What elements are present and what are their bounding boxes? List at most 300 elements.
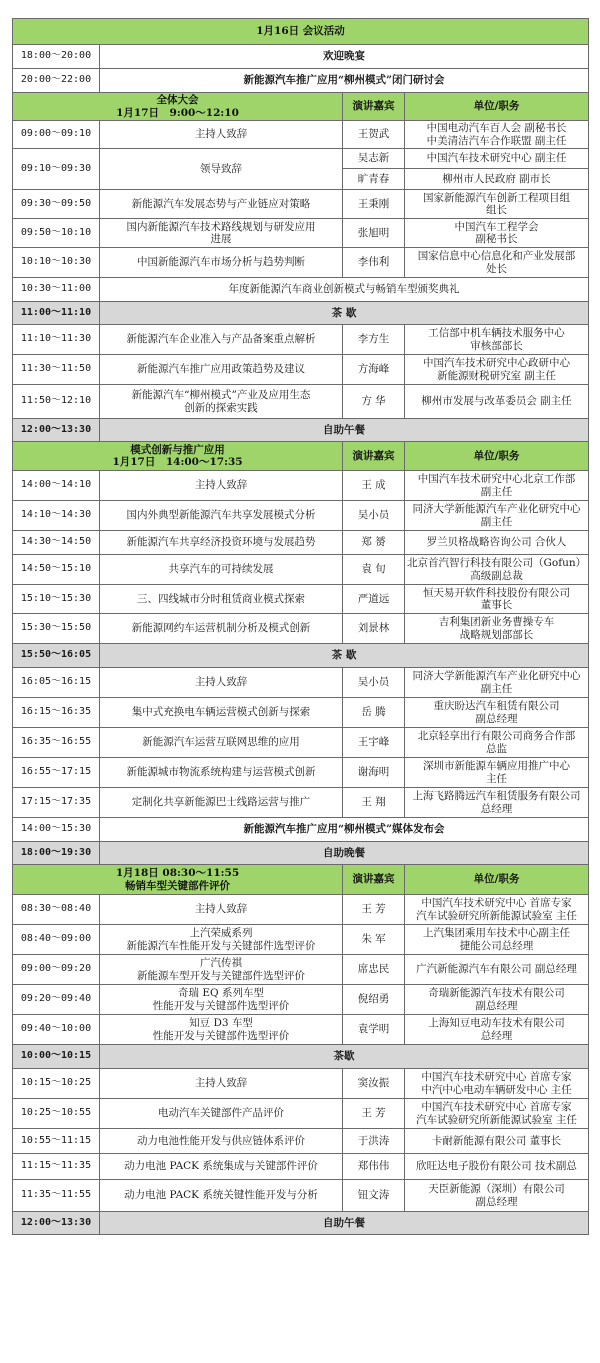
time-cell: [13, 501, 100, 531]
talk-row: [13, 531, 589, 555]
time-cell: [13, 219, 100, 248]
break-title: 自助晚餐: [323, 846, 365, 859]
session-title-line: 模式创新与推广应用: [130, 443, 225, 456]
break-row: [13, 419, 589, 442]
speaker-name: 王宇峰: [357, 736, 390, 749]
talk-row: [13, 1069, 589, 1099]
speaker-org: 中国汽车技术研究中心政研中心: [423, 357, 570, 369]
speaker-cell: [343, 121, 405, 149]
speaker-cell: [343, 149, 405, 169]
org-cell: [405, 219, 589, 248]
event-title-cell: [100, 818, 589, 842]
talk-topic: 广汽传祺: [200, 957, 242, 969]
speaker-header: 演讲嘉宾: [352, 449, 395, 462]
speaker-org: 副秘书长: [475, 233, 518, 245]
break-title-cell: [100, 644, 589, 668]
talk-time: 11:10～11:30: [20, 333, 92, 345]
talk-row: [13, 1129, 589, 1154]
talk-row: [13, 1099, 589, 1129]
speaker-org: 总经理: [480, 802, 513, 815]
speaker-org: 北京首汽智行科技有限公司（Gofun）: [407, 557, 587, 569]
time-cell: [13, 1015, 100, 1045]
time-cell: [13, 985, 100, 1015]
event-row: [13, 45, 589, 69]
speaker-cell: [343, 668, 405, 698]
time-cell: [13, 531, 100, 555]
session-title-cell: [13, 865, 343, 895]
schedule-body: [13, 19, 589, 1235]
speaker-org: 奇瑞新能源汽车技术有限公司: [428, 987, 565, 999]
speaker-cell: [343, 895, 405, 925]
event-time: 18:00～20:00: [20, 50, 92, 62]
org-cell: [405, 698, 589, 728]
org-cell: [405, 925, 589, 955]
time-cell: [13, 69, 100, 93]
talk-topic: 主持人致辞: [194, 128, 248, 141]
speaker-name: 朱 军: [361, 933, 386, 946]
speaker-org: 上海知豆电动车技术有限公司: [428, 1017, 565, 1029]
speaker-name: 旷青春: [357, 172, 390, 185]
talk-time: 11:50～12:10: [20, 395, 92, 407]
break-title-cell: [100, 1212, 589, 1235]
talk-topic: 性能开发与关键部件选型评价: [152, 1029, 290, 1042]
talk-row: [13, 219, 589, 248]
org-header: 单位/职务: [473, 873, 520, 886]
topic-cell: [100, 121, 343, 149]
speaker-cell: [343, 1069, 405, 1099]
org-cell: [405, 169, 589, 190]
org-cell: [405, 758, 589, 788]
org-cell: [405, 355, 589, 385]
speaker-org: 广汽新能源汽车有限公司 副总经理: [416, 963, 577, 976]
talk-time: 11:15～11:35: [20, 1160, 92, 1172]
talk-time: 10:10～10:30: [20, 256, 92, 268]
org-cell: [405, 614, 589, 644]
speaker-cell: [343, 985, 405, 1015]
speaker-org: 国家信息中心信息化和产业发展部: [417, 250, 576, 262]
talk-row: [13, 758, 589, 788]
org-header-cell: [405, 865, 589, 895]
speaker-name: 王贺武: [357, 128, 390, 141]
talk-topic: 中国新能源汽车市场分析与趋势判断: [137, 256, 305, 269]
talk-time: 09:00～09:10: [20, 128, 92, 140]
org-cell: [405, 1069, 589, 1099]
session-title-line: 1月17日 14:00～17:35: [112, 456, 243, 468]
speaker-org: 欣旺达电子股份有限公司 技术副总: [416, 1160, 577, 1173]
time-cell: [13, 818, 100, 842]
break-title-cell: [100, 1045, 589, 1069]
time-cell: [13, 668, 100, 698]
org-header: 单位/职务: [473, 100, 520, 113]
speaker-org: 罗兰贝格战略咨询公司 合伙人: [426, 536, 567, 549]
topic-cell: [100, 355, 343, 385]
talk-topic: 新能源网约车运营机制分析及模式创新: [131, 622, 311, 635]
topic-cell: [100, 895, 343, 925]
schedule-table: [12, 18, 589, 1235]
speaker-org: 中国汽车技术研究中心北京工作部: [417, 473, 576, 485]
talk-topic: 主持人致辞: [194, 676, 248, 689]
break-title-cell: [100, 302, 589, 325]
topic-cell: [100, 1099, 343, 1129]
talk-row: [13, 668, 589, 698]
org-cell: [405, 501, 589, 531]
session-header: [13, 442, 589, 471]
speaker-cell: [343, 531, 405, 555]
talk-topic: 新能源汽车推广应用政策趋势及建议: [137, 363, 305, 376]
talk-topic: 定制化共享新能源巴士线路运营与推广: [131, 796, 311, 809]
speaker-org: 主任: [486, 772, 507, 785]
time-cell: [13, 842, 100, 865]
speaker-name: 王 芳: [361, 1107, 386, 1120]
event-title: 欢迎晚宴: [323, 50, 365, 63]
talk-row: [13, 325, 589, 355]
speaker-org: 副主任: [480, 515, 513, 528]
time-cell: [13, 190, 100, 219]
speaker-org: 同济大学新能源汽车产业化研究中心: [412, 503, 581, 515]
org-cell: [405, 471, 589, 501]
talk-row: [13, 788, 589, 818]
speaker-cell: [343, 1099, 405, 1129]
session-title-cell: [13, 442, 343, 471]
org-cell: [405, 190, 589, 219]
session-header: [13, 93, 589, 121]
talk-row: [13, 248, 589, 278]
speaker-org: 重庆盼达汽车租赁有限公司: [433, 700, 560, 712]
break-title: 茶 歇: [331, 649, 357, 662]
session-title-line: 1月17日 9:00～12:10: [116, 106, 239, 119]
talk-row: [13, 925, 589, 955]
speaker-cell: [343, 471, 405, 501]
speaker-cell: [343, 248, 405, 278]
event-title: 年度新能源汽车商业创新模式与畅销车型颁奖典礼: [228, 283, 460, 296]
talk-topic: 主持人致辞: [194, 479, 248, 492]
day-banner: [13, 19, 589, 45]
time-cell: [13, 45, 100, 69]
speaker-name: 王 成: [361, 479, 386, 492]
org-cell: [405, 1129, 589, 1154]
talk-time: 15:30～15:50: [20, 622, 92, 634]
speaker-cell: [343, 614, 405, 644]
speaker-org: 天臣新能源（深圳）有限公司: [428, 1183, 565, 1195]
org-cell: [405, 728, 589, 758]
talk-topic: 国内外典型新能源汽车共享发展模式分析: [126, 509, 316, 522]
time-cell: [13, 955, 100, 985]
time-cell: [13, 728, 100, 758]
time-cell: [13, 1099, 100, 1129]
time-cell: [13, 614, 100, 644]
break-time: 12:00～13:30: [20, 423, 92, 435]
speaker-cell: [343, 585, 405, 614]
topic-cell: [100, 698, 343, 728]
talk-row: [13, 698, 589, 728]
talk-topic: 上汽荣威系列: [189, 927, 253, 939]
speaker-name: 张旭明: [357, 226, 390, 239]
speaker-cell: [343, 385, 405, 419]
speaker-name: 王 翔: [361, 796, 386, 809]
break-row: [13, 1212, 589, 1235]
org-cell: [405, 1099, 589, 1129]
talk-row: [13, 501, 589, 531]
session-header: [13, 865, 589, 895]
break-title: 自助午餐: [323, 1216, 365, 1229]
org-cell: [405, 955, 589, 985]
talk-topic: 进展: [210, 233, 232, 245]
speaker-cell: [343, 355, 405, 385]
speaker-cell: [343, 698, 405, 728]
speaker-org: 中国汽车技术研究中心 首席专家: [421, 897, 572, 909]
speaker-name: 李伟利: [357, 256, 390, 269]
time-cell: [13, 149, 100, 190]
speaker-name: 岳 腾: [361, 706, 386, 719]
topic-cell: [100, 1129, 343, 1154]
speaker-org: 新能源财税研究室 副主任: [437, 369, 556, 382]
speaker-header-cell: [343, 442, 405, 471]
break-time: 18:00～19:30: [20, 846, 92, 858]
time-cell: [13, 325, 100, 355]
event-row: [13, 278, 589, 302]
talk-time: 14:50～15:10: [20, 563, 92, 575]
topic-cell: [100, 1069, 343, 1099]
speaker-cell: [343, 788, 405, 818]
speaker-header: 演讲嘉宾: [352, 873, 395, 886]
speaker-name: 袁 旬: [361, 563, 386, 576]
time-cell: [13, 355, 100, 385]
speaker-org: 中美清洁汽车合作联盟 副主任: [426, 134, 567, 147]
time-cell: [13, 788, 100, 818]
speaker-org: 董事长: [480, 599, 513, 611]
org-cell: [405, 985, 589, 1015]
speaker-org: 中国汽车技术研究中心 首席专家: [421, 1101, 572, 1113]
speaker-name: 方海峰: [357, 363, 390, 376]
speaker-name: 吴小员: [357, 676, 390, 689]
talk-topic: 共享汽车的可持续发展: [168, 563, 274, 576]
topic-cell: [100, 1015, 343, 1045]
time-cell: [13, 1212, 100, 1235]
talk-topic: 新能源汽车企业准入与产品备案重点解析: [126, 333, 316, 346]
talk-topic: 主持人致辞: [194, 1077, 248, 1090]
org-cell: [405, 1154, 589, 1180]
topic-cell: [100, 501, 343, 531]
speaker-cell: [343, 169, 405, 190]
talk-topic: 新能源汽车发展态势与产业链应对策略: [131, 197, 311, 210]
org-cell: [405, 668, 589, 698]
talk-time: 09:00～09:20: [20, 963, 92, 975]
speaker-org: 北京轻享出行有限公司商务合作部: [417, 730, 576, 742]
talk-time: 14:10～14:30: [20, 509, 92, 521]
topic-cell: [100, 219, 343, 248]
speaker-name: 窦汝振: [357, 1077, 390, 1090]
org-cell: [405, 385, 589, 419]
speaker-org: 中国汽车工程学会: [454, 220, 539, 233]
speaker-cell: [343, 1180, 405, 1212]
speaker-org: 副主任: [480, 682, 513, 695]
speaker-org: 总经理: [480, 1029, 513, 1042]
org-cell: [405, 1180, 589, 1212]
talk-row: [13, 1180, 589, 1212]
speaker-org: 高级副总裁: [470, 569, 523, 582]
talk-topic: 动力电池 PACK 系统集成与关键部件评价: [124, 1160, 318, 1173]
talk-time: 08:30～08:40: [20, 903, 92, 915]
speaker-cell: [343, 190, 405, 219]
break-time: 12:00～13:30: [20, 1216, 92, 1228]
topic-cell: [100, 668, 343, 698]
speaker-name: 袁学明: [357, 1023, 390, 1036]
time-cell: [13, 419, 100, 442]
session-title-line: 全体大会: [156, 94, 199, 106]
talk-time: 15:10～15:30: [20, 592, 92, 604]
speaker-org: 汽车试验研究所新能源试验室 主任: [416, 909, 577, 922]
speaker-name: 严道远: [357, 592, 390, 605]
topic-cell: [100, 614, 343, 644]
speaker-cell: [343, 501, 405, 531]
speaker-cell: [343, 758, 405, 788]
topic-cell: [100, 531, 343, 555]
topic-cell: [100, 325, 343, 355]
talk-time: 14:30～14:50: [20, 536, 92, 548]
speaker-name: 刘景林: [357, 622, 390, 635]
talk-time: 16:35～16:55: [20, 736, 92, 748]
speaker-name: 李方生: [357, 333, 390, 346]
talk-row: [13, 555, 589, 585]
talk-row: [13, 149, 589, 169]
talk-topic: 奇瑞 EQ 系列车型: [178, 987, 264, 999]
org-cell: [405, 149, 589, 169]
speaker-org: 汽车试验研究所新能源试验室 主任: [416, 1113, 577, 1126]
event-row: [13, 818, 589, 842]
break-title: 自助午餐: [323, 423, 365, 436]
talk-topic: 电动汽车关键部件产品评价: [158, 1107, 284, 1120]
speaker-org: 柳州市人民政府 副市长: [442, 172, 551, 185]
break-title-cell: [100, 419, 589, 442]
break-time: 15:50～16:05: [20, 649, 92, 661]
speaker-cell: [343, 925, 405, 955]
speaker-org: 处长: [486, 262, 507, 275]
time-cell: [13, 698, 100, 728]
speaker-name: 于洪涛: [357, 1134, 390, 1147]
speaker-name: 郑 赟: [361, 536, 386, 549]
break-title: 茶歇: [333, 1050, 355, 1063]
time-cell: [13, 644, 100, 668]
speaker-name: 吴志新: [357, 152, 390, 165]
talk-topic: 主持人致辞: [194, 903, 248, 916]
topic-cell: [100, 555, 343, 585]
speaker-org: 中国汽车技术研究中心 副主任: [426, 152, 567, 165]
talk-topic: 知豆 D3 车型: [189, 1017, 253, 1029]
talk-row: [13, 190, 589, 219]
break-row: [13, 1045, 589, 1069]
speaker-name: 吴小员: [357, 509, 390, 522]
talk-time: 09:40～10:00: [20, 1023, 92, 1035]
time-cell: [13, 471, 100, 501]
break-time: 10:00～10:15: [20, 1050, 92, 1062]
topic-cell: [100, 925, 343, 955]
talk-time: 09:10～09:30: [20, 162, 92, 174]
speaker-org: 组长: [486, 204, 507, 216]
event-title-cell: [100, 45, 589, 69]
org-cell: [405, 248, 589, 278]
break-row: [13, 302, 589, 325]
talk-time: 14:00～14:10: [20, 479, 92, 491]
talk-topic: 新能源汽车“柳州模式”产业及应用生态: [131, 389, 311, 401]
session-title-cell: [13, 93, 343, 121]
speaker-name: 钮文涛: [357, 1189, 390, 1202]
speaker-org: 上海飞路腾远汽车租赁服务有限公司: [412, 790, 581, 802]
talk-time: 10:15～10:25: [20, 1077, 92, 1089]
talk-topic: 新能源汽车共享经济投资环境与发展趋势: [126, 536, 316, 549]
topic-cell: [100, 1180, 343, 1212]
talk-time: 16:55～17:15: [20, 766, 92, 778]
org-header: 单位/职务: [473, 449, 520, 462]
talk-topic: 性能开发与关键部件选型评价: [152, 999, 290, 1012]
speaker-name: 王 芳: [361, 903, 386, 916]
speaker-cell: [343, 219, 405, 248]
time-cell: [13, 1154, 100, 1180]
talk-time: 10:55～11:15: [20, 1134, 92, 1146]
speaker-cell: [343, 728, 405, 758]
break-time: 11:00～11:10: [20, 306, 92, 318]
break-row: [13, 644, 589, 668]
talk-row: [13, 1154, 589, 1180]
speaker-cell: [343, 325, 405, 355]
speaker-org: 卡耐新能源有限公司 董事长: [431, 1134, 562, 1147]
talk-topic: 新能源汽车运营互联网思维的应用: [142, 736, 300, 749]
speaker-org: 上汽集团乘用车技术中心副主任: [423, 927, 570, 939]
talk-time: 10:25～10:55: [20, 1107, 92, 1119]
time-cell: [13, 302, 100, 325]
event-title: 新能源汽车推广应用“柳州模式”媒体发布会: [243, 823, 445, 836]
event-title-cell: [100, 278, 589, 302]
session-title-line: 畅销车型关键部件评价: [125, 879, 230, 892]
speaker-org: 审核部部长: [470, 339, 523, 352]
talk-time: 09:50～10:10: [20, 226, 92, 238]
talk-time: 08:40～09:00: [20, 933, 92, 945]
speaker-org: 深圳市新能源车辆应用推广中心: [423, 760, 570, 772]
org-header-cell: [405, 442, 589, 471]
talk-time: 17:15～17:35: [20, 796, 92, 808]
talk-time: 16:05～16:15: [20, 676, 92, 688]
org-cell: [405, 121, 589, 149]
speaker-name: 王秉刚: [357, 197, 390, 210]
speaker-header-cell: [343, 93, 405, 121]
speaker-org: 副总经理: [475, 999, 518, 1012]
talk-row: [13, 614, 589, 644]
speaker-cell: [343, 555, 405, 585]
time-cell: [13, 248, 100, 278]
speaker-org: 副总经理: [475, 712, 518, 725]
time-cell: [13, 1069, 100, 1099]
topic-cell: [100, 385, 343, 419]
time-cell: [13, 925, 100, 955]
talk-row: [13, 355, 589, 385]
break-title: 茶 歇: [331, 306, 357, 319]
speaker-name: 席忠民: [357, 963, 390, 976]
speaker-cell: [343, 955, 405, 985]
event-time: 20:00～22:00: [20, 74, 92, 86]
talk-topic: 新能源汽车性能开发与关键部件选型评价: [126, 939, 316, 952]
talk-topic: 新能源车型开发与关键部件选型评价: [137, 969, 305, 982]
talk-row: [13, 955, 589, 985]
break-row: [13, 842, 589, 865]
time-cell: [13, 1045, 100, 1069]
talk-row: [13, 385, 589, 419]
talk-topic: 动力电池性能开发与供应链体系评价: [137, 1134, 305, 1147]
speaker-org: 国家新能源汽车创新工程项目组: [423, 191, 570, 204]
org-header-cell: [405, 93, 589, 121]
talk-topic: 集中式充换电车辆运营模式创新与探索: [131, 706, 311, 719]
event-time: 10:30～11:00: [20, 283, 92, 295]
talk-time: 11:35～11:55: [20, 1189, 92, 1201]
speaker-cell: [343, 1129, 405, 1154]
